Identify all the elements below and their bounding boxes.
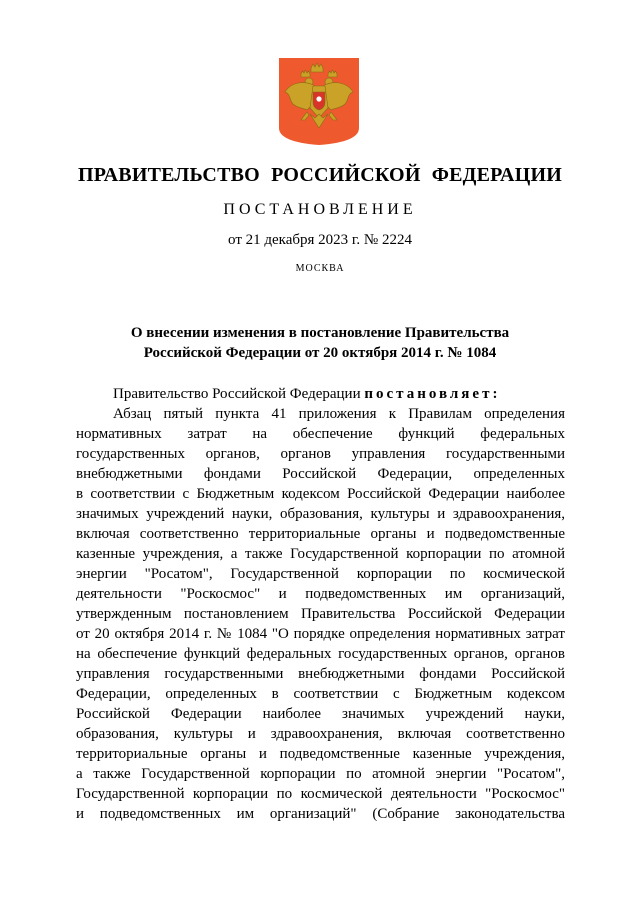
- body-line: энергии "Росатом", Государственной корпорации по космической: [76, 566, 565, 582]
- body-line: и подведомственных им организаций" (Собрание законодательства: [76, 806, 565, 822]
- intro-text: Правительство Российской Федерации: [113, 386, 365, 402]
- body-line: нормативных затрат на обеспечение функций федеральных: [76, 426, 565, 442]
- intro-paragraph: [76, 384, 565, 404]
- document-subject: [80, 323, 560, 363]
- body-line: Государственной корпорации по космической деятельности "Роскосмос": [76, 786, 565, 802]
- document-city: МОСКВА: [295, 263, 345, 274]
- body-line: а также Государственной корпорации по атомной энергии "Росатом",: [76, 766, 565, 782]
- decree-word: постановляет:: [364, 386, 501, 402]
- body-line: Абзац пятый пункта 41 приложения к Правилам определения: [113, 406, 565, 422]
- document-type: ПОСТАНОВЛЕНИЕ: [223, 201, 417, 218]
- subject-line: О внесении изменения в постановление Правительства: [130, 325, 510, 341]
- body-line: Российской Федерации наиболее значимых учреждений науки,: [76, 706, 565, 722]
- body-line: государственных органов, органов управления государственными: [76, 446, 565, 462]
- body-line: внебюджетными фондами Российской Федерации, определенных: [76, 466, 565, 482]
- body-line: образования, культуры и здравоохранения, включая соответственно: [76, 726, 565, 742]
- body-line: значимых учреждений науки, образования, культуры и здравоохранения,: [76, 506, 565, 522]
- body-line: Федерации, определенных в соответствии с Бюджетным кодексом: [76, 686, 565, 702]
- body-line: включая соответственно территориальные органы и подведомственные: [76, 526, 565, 542]
- body-line: казенные учреждения, а также Государственной корпорации по атомной: [76, 546, 565, 562]
- document-body: [76, 384, 565, 824]
- body-line: деятельности "Роскосмос" и подведомственных им организаций,: [76, 586, 565, 602]
- body-line: на обеспечение функций федеральных государственных органов, органов: [76, 646, 565, 662]
- government-title: ПРАВИТЕЛЬСТВО РОССИЙСКОЙ ФЕДЕРАЦИИ: [78, 164, 562, 186]
- body-line: территориальные органы и подведомственные казенные учреждения,: [76, 746, 565, 762]
- body-line: управления государственными внебюджетными фондами Российской: [76, 666, 565, 682]
- body-line: в соответствии с Бюджетным кодексом Российской Федерации наиболее: [76, 486, 565, 502]
- body-line: от 20 октября 2014 г. № 1084 "О порядке определения нормативных затрат: [76, 626, 565, 642]
- subject-line: Российской Федерации от 20 октября 2014 г. № 1084: [143, 345, 497, 361]
- body-line: утвержденным постановлением Правительства Российской Федерации: [76, 606, 565, 622]
- document-date-number: от 21 декабря 2023 г. № 2224: [228, 232, 412, 248]
- russian-coat-of-arms-icon: [277, 56, 361, 146]
